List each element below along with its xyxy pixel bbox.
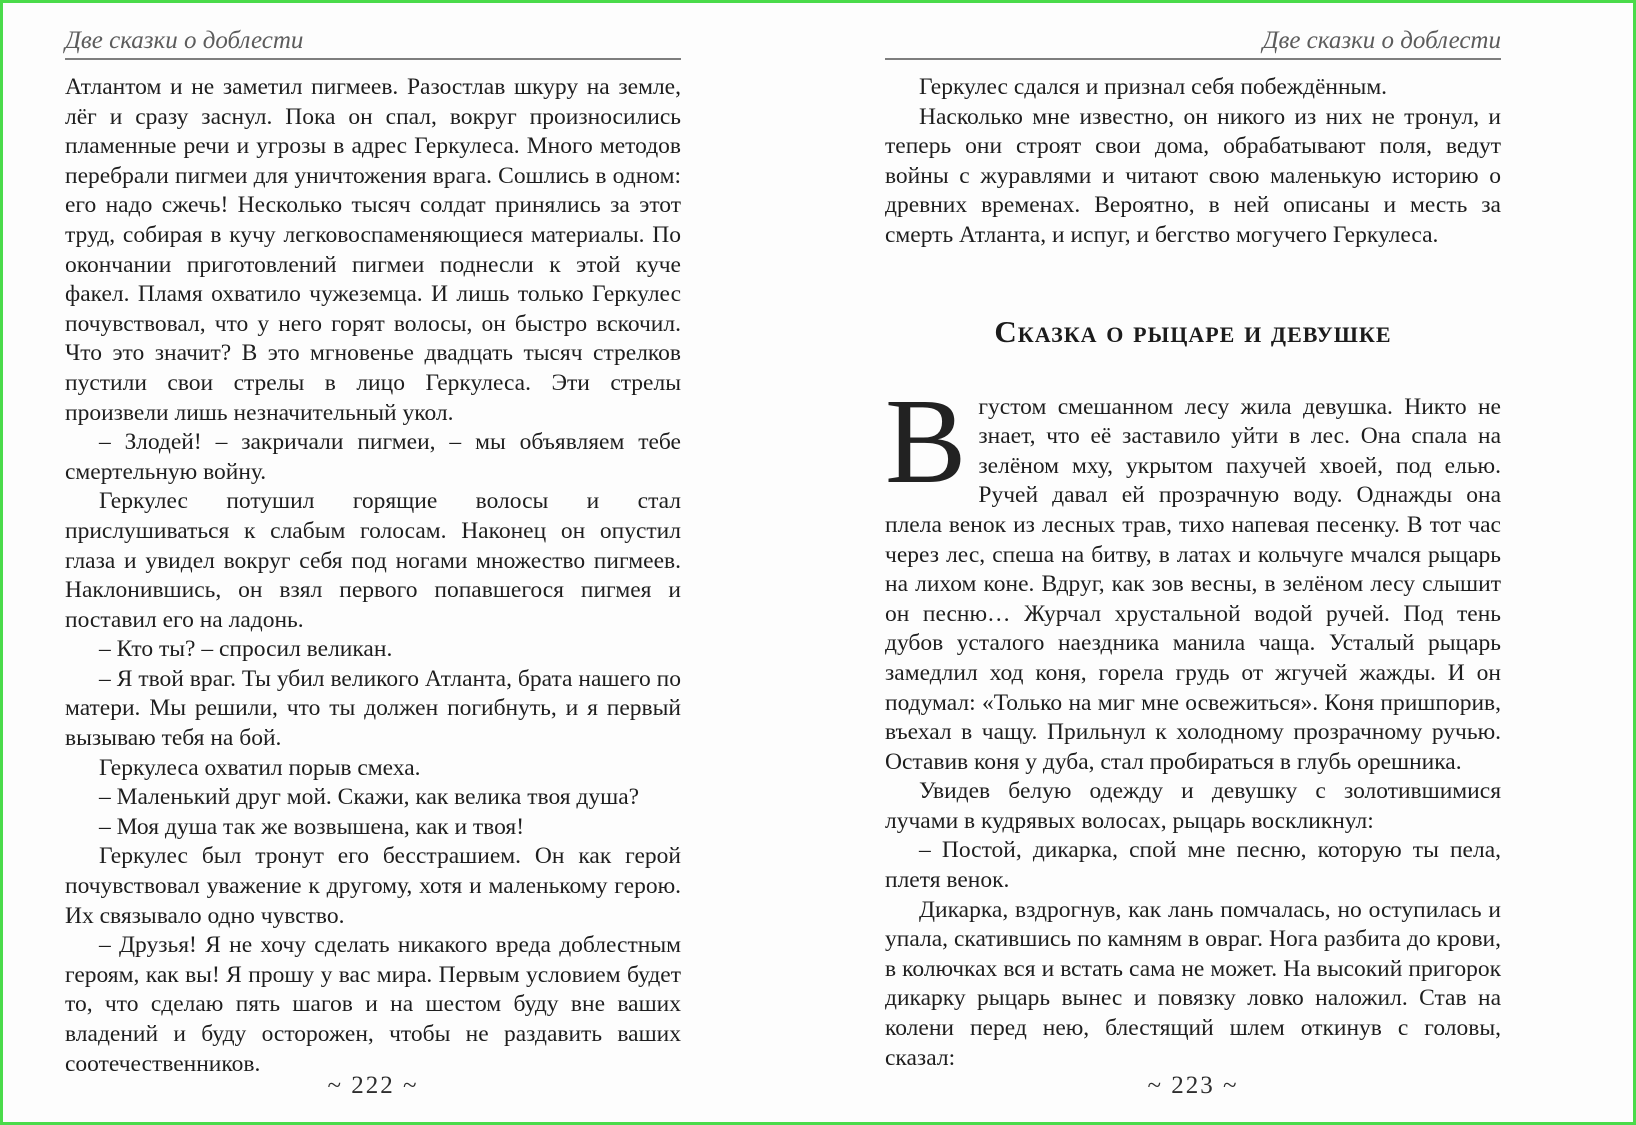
drop-cap-paragraph: [885, 373, 1501, 778]
page-number-left: ~ 222 ~: [327, 1072, 419, 1099]
paragraph: – Маленький друг мой. Скажи, как велика твоя душа?: [99, 784, 640, 811]
paragraph: – Постой, дикарка, спой мне песню, которую ты пела, плетя венок.: [885, 837, 1501, 894]
paragraph: Увидев белую одежду и девушку с золотившимися лучами в кудрявых волосах, рыцарь воскликнул:: [885, 778, 1501, 834]
paragraph: – Кто ты? – спросил великан.: [99, 636, 393, 663]
right-page-body: [885, 73, 1501, 1073]
running-head-right: Две сказки о доблести: [885, 27, 1501, 60]
paragraph: Геркулес сдался и признал себя побеждённым.: [919, 74, 1388, 100]
section-heading: Сказка о рыцаре и девушке: [994, 313, 1392, 349]
paragraph: – Моя душа так же возвышена, как и твоя!: [99, 813, 525, 840]
left-page-body: [65, 73, 681, 1079]
paragraph-text: густом смешанном лесу жила девушка. Никто не знает, что её заставило уйти в лес. Она спала на зелёном мху, укрытом пахучей хвоей, под елью. Ручей давал ей прозрачную воду. Однажды она плела венок из лесных трав, тихо напевая песенку. В тот час через лес, спеша на битву, в латах и кольчуге мчался рыцарь на лихом коне. Вдруг, как зов весны, в зелёном лесу слышит он песню… Журчал хрустальной водой ручей. Под тень дубов усталого наездника манила чаща. Усталый рыцарь замедлил ход коня, горела грудь от жгучей жажды. И он подумал: «Только на миг мне освежиться». Коня пришпорив, въехал в чащу. Прильнул к холодному прозрачному ручью. Оставив коня у дуба, стал пробираться в глубь орешника.: [885, 393, 1501, 775]
page-left: [65, 3, 681, 1122]
paragraph: – Злодей! – закричали пигмеи, – мы объявляем тебе смертельную войну.: [65, 429, 681, 485]
paragraph: – Друзья! Я не хочу сделать никакого вреда доблестным героям, как вы! Я прошу у вас мира. Первым условием будет то, что сделаю пять шагов и на шестом буду вне ваших владений и буду осторожен, чтобы не раздавить ваших соотечественников.: [65, 932, 681, 1077]
paragraph: Геркулес потушил горящие волосы и стал прислушиваться к слабым голосам. Наконец он опустил глаза и увидел вокруг себя под ногами множество пигмеев. Наклонившись, он взял первого попавшегося пигмея и поставил его на ладонь.: [65, 488, 681, 633]
paragraph: Атлантом и не заметил пигмеев. Разостлав шкуру на земле, лёг и сразу заснул. Пока он спал, вокруг произносились пламенные речи и угрозы в адрес Геркулеса. Много методов перебрали пигмеи для уничтожения врага. Сошлись в одном: его надо сжечь! Несколько тысяч солдат принялись за этот труд, собирая в кучу легковоспаменяющиеся материалы. По окончании приготовлений пигмеи поднесли к этой куче факел. Пламя охватило чужеземца. И лишь только Геркулес почувствовал, что у него горят волосы, он быстро вскочил. Что это значит? В это мгновенье двадцать тысяч стрелков пустили свои стрелы в лицо Геркулеса. Эти стрелы произвели лишь незначительный укол.: [65, 74, 681, 426]
page-number-right: ~ 223 ~: [1147, 1072, 1239, 1099]
paragraph: – Я твой враг. Ты убил великого Атланта, брата нашего по матери. Мы решили, что ты должен погибнуть, и я первый вызываю тебя на бой.: [65, 665, 681, 752]
paragraph: Геркулеса охватил порыв смеха.: [99, 754, 421, 781]
running-head-left: Две сказки о доблести: [65, 27, 681, 60]
drop-cap: В: [885, 373, 967, 509]
paragraph: Насколько мне известно, он никого из них не тронул, и теперь они строят свои дома, обрабатывают поля, ведут войны с журавлями и читают свою маленькую историю о древних временах. Вероятно, в ней описаны и месть за смерть Атланта, и испуг, и бегство могучего Геркулеса.: [885, 103, 1501, 248]
page-right: [885, 3, 1501, 1122]
paragraph: Геркулес был тронут его бесстрашием. Он как герой почувствовал уважение к другому, хотя и маленькому герою. Их связывало одно чувство.: [65, 843, 681, 929]
paragraph: Дикарка, вздрогнув, как лань помчалась, но оступилась и упала, скатившись по камням в овраг. Нога разбита до крови, в колючках вся и встать сама не может. На высокий пригорок дикарку рыцарь вынес и повязку ловко наложил. Став на колени перед нею, блестящий шлем откинув с головы, сказал:: [885, 896, 1501, 1071]
